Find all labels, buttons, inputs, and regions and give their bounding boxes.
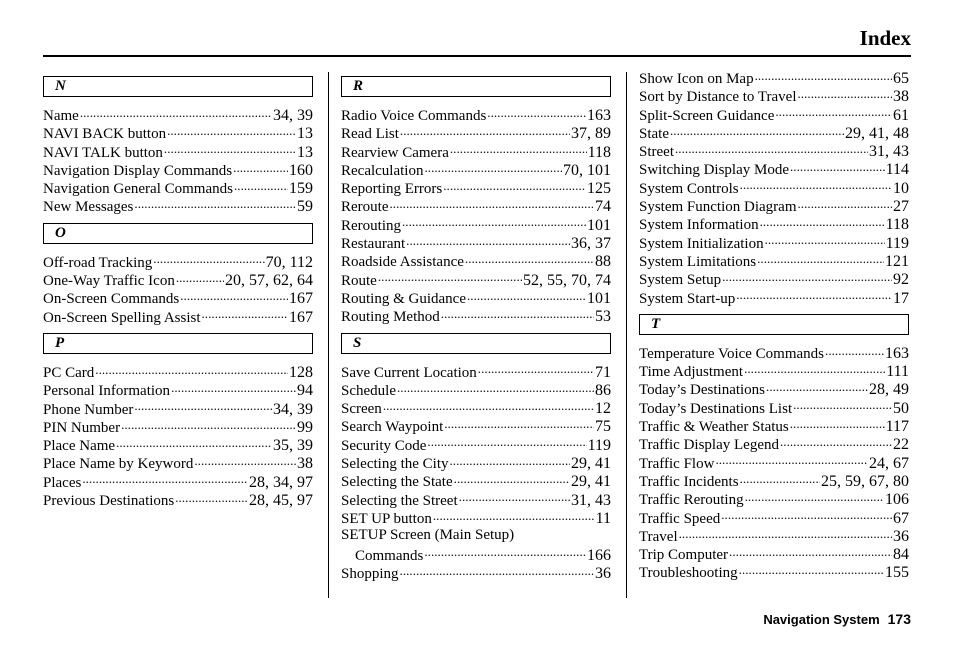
index-entry — [639, 471, 909, 489]
index-entry — [639, 416, 909, 434]
index-term: Roadside Assistance — [341, 254, 464, 271]
dot-leader — [443, 178, 586, 193]
index-page-refs: 17 — [893, 289, 909, 307]
index-page-refs: 34, 39 — [273, 400, 313, 418]
index-term: Sort by Distance to Travel — [639, 89, 797, 106]
index-column-2 — [341, 68, 611, 581]
index-entry — [341, 142, 611, 160]
index-page-refs: 74 — [595, 198, 611, 216]
index-entry — [43, 270, 313, 288]
index-entry-list — [341, 105, 611, 325]
index-entry — [639, 68, 909, 86]
dot-leader — [389, 196, 594, 211]
section-header-n: N — [43, 76, 313, 97]
dot-leader — [740, 471, 820, 486]
index-entry — [639, 123, 909, 141]
index-entry — [639, 269, 909, 287]
dot-leader — [729, 544, 892, 559]
index-page-refs: 10 — [893, 179, 909, 197]
index-page-refs: 20, 57, 62, 64 — [225, 272, 313, 290]
section-header-s: S — [341, 333, 611, 354]
index-page-refs: 34, 39 — [273, 107, 313, 124]
dot-leader — [454, 471, 570, 486]
index-page-refs: 36 — [595, 564, 611, 582]
index-page-refs: 159 — [289, 180, 313, 198]
dot-leader — [679, 526, 892, 541]
index-entry — [639, 562, 909, 580]
index-term: Selecting the Street — [341, 492, 458, 509]
index-term: Reporting Errors — [341, 181, 443, 198]
index-term: Today’s Destinations — [639, 382, 766, 399]
index-entry — [43, 252, 313, 270]
dot-leader — [167, 123, 296, 138]
index-term: System Start-up — [639, 290, 736, 307]
index-term: Traffic Rerouting — [639, 492, 744, 509]
index-entry — [341, 160, 611, 178]
index-entry — [341, 508, 611, 526]
index-entry — [43, 453, 313, 471]
dot-leader — [134, 196, 296, 211]
index-page-refs: 35, 39 — [273, 437, 313, 455]
index-page-refs: 11 — [595, 509, 611, 527]
index-entry — [341, 563, 611, 581]
index-entry — [43, 196, 313, 214]
index-term: Routing & Guidance — [341, 290, 466, 307]
dot-leader — [202, 307, 289, 322]
index-entry — [43, 417, 313, 435]
dot-leader — [775, 105, 892, 120]
dot-leader — [444, 416, 594, 431]
index-column-1 — [43, 68, 313, 508]
index-page-refs: 70, 112 — [265, 253, 313, 271]
index-entry — [341, 526, 611, 544]
index-term: Routing Method — [341, 309, 440, 326]
index-page-refs: 167 — [289, 308, 313, 326]
index-term: Rearview Camera — [341, 144, 449, 161]
column-divider — [328, 72, 329, 598]
dot-leader — [449, 453, 570, 468]
index-term: State — [639, 125, 669, 142]
index-term: Search Waypoint — [341, 419, 444, 436]
index-term: Temperature Voice Commands — [639, 345, 825, 362]
index-term: System Function Diagram — [639, 199, 797, 216]
dot-leader — [739, 562, 884, 577]
dot-leader — [487, 105, 586, 120]
index-entry — [639, 361, 909, 379]
index-page-refs: 101 — [587, 216, 611, 234]
dot-leader — [744, 361, 885, 376]
index-term: Off-road Tracking — [43, 254, 153, 271]
index-page-refs: 101 — [587, 289, 611, 307]
index-entry — [639, 508, 909, 526]
index-page-refs: 155 — [885, 564, 909, 582]
index-entry — [639, 343, 909, 361]
index-page-refs: 12 — [595, 400, 611, 418]
index-entry — [639, 489, 909, 507]
index-page-refs: 29, 41 — [571, 455, 611, 473]
index-entry — [639, 288, 909, 306]
dot-leader — [722, 269, 892, 284]
dot-leader — [233, 160, 288, 175]
dot-leader — [82, 472, 248, 487]
index-page-refs: 75 — [595, 418, 611, 436]
index-term: Security Code — [341, 437, 427, 454]
index-entry — [639, 526, 909, 544]
index-term: Show Icon on Map — [639, 71, 754, 87]
dot-leader — [721, 508, 892, 523]
index-entry — [341, 233, 611, 251]
index-entry — [341, 362, 611, 380]
dot-leader — [383, 398, 594, 413]
index-page-refs: 37, 89 — [571, 125, 611, 143]
index-entry — [43, 362, 313, 380]
index-page-refs: 99 — [297, 418, 313, 436]
dot-leader — [194, 453, 296, 468]
dot-leader — [766, 379, 868, 394]
dot-leader — [427, 435, 586, 450]
index-term: Travel — [639, 528, 678, 545]
index-term: Route — [341, 272, 377, 289]
index-term: NAVI BACK button — [43, 126, 167, 143]
index-page-refs: 61 — [893, 106, 909, 124]
index-term: Street — [639, 144, 674, 161]
dot-leader — [715, 453, 868, 468]
dot-leader — [400, 563, 594, 578]
dot-leader — [740, 178, 892, 193]
index-term: NAVI TALK button — [43, 144, 163, 161]
index-term: Phone Number — [43, 401, 134, 418]
index-entry — [341, 123, 611, 141]
index-term: Radio Voice Commands — [341, 108, 487, 124]
index-page-refs: 106 — [885, 491, 909, 509]
index-page-refs: 163 — [885, 344, 909, 362]
index-page-refs: 117 — [885, 418, 909, 436]
dot-leader — [176, 270, 224, 285]
index-term: SET UP button — [341, 510, 432, 527]
index-term: SETUP Screen (Main Setup) — [341, 527, 515, 544]
index-page-refs: 160 — [289, 161, 313, 179]
section-header-t: T — [639, 314, 909, 335]
dot-leader — [478, 362, 594, 377]
dot-leader — [765, 233, 885, 248]
index-term: Navigation Display Commands — [43, 162, 233, 179]
index-entry-list — [341, 362, 611, 582]
index-page-refs: 50 — [893, 399, 909, 417]
index-page-refs: 118 — [885, 216, 909, 234]
index-term: Trip Computer — [639, 547, 729, 564]
index-term: Selecting the City — [341, 456, 449, 473]
index-page-refs: 65 — [893, 70, 909, 87]
index-page-refs: 121 — [885, 252, 909, 270]
index-term: Screen — [341, 401, 382, 418]
dot-leader — [234, 178, 288, 193]
index-term: Navigation General Commands — [43, 181, 233, 198]
column-divider — [626, 72, 627, 598]
index-entry-list — [43, 252, 313, 325]
index-entry — [341, 398, 611, 416]
index-entry — [341, 545, 611, 563]
dot-leader — [755, 68, 892, 83]
dot-leader — [670, 123, 844, 138]
dot-leader — [424, 545, 586, 560]
index-page-refs: 13 — [297, 125, 313, 143]
index-term: System Information — [639, 217, 759, 234]
dot-leader — [441, 306, 594, 321]
index-term: New Messages — [43, 199, 134, 216]
dot-leader — [134, 399, 272, 414]
index-entry — [341, 453, 611, 471]
index-entry — [639, 159, 909, 177]
index-page-refs: 59 — [297, 198, 313, 216]
index-page-refs: 25, 59, 67, 80 — [821, 472, 909, 490]
dot-leader — [790, 159, 885, 174]
index-entry — [639, 398, 909, 416]
index-page-refs: 22 — [893, 436, 909, 454]
index-entry — [43, 178, 313, 196]
page-number: 173 — [887, 611, 911, 627]
index-term: Name — [43, 108, 79, 124]
index-term: Rerouting — [341, 217, 401, 234]
dot-leader — [760, 214, 885, 229]
dot-leader — [467, 288, 586, 303]
index-page-refs: 119 — [587, 436, 611, 454]
index-entry — [341, 270, 611, 288]
index-page-refs: 38 — [297, 455, 313, 473]
index-page-refs: 27 — [893, 198, 909, 216]
index-page-refs: 31, 43 — [571, 491, 611, 509]
dot-leader — [675, 141, 868, 156]
index-term: System Limitations — [639, 253, 757, 270]
index-term: Today’s Destinations List — [639, 400, 793, 417]
index-page-refs: 163 — [587, 107, 611, 124]
dot-leader — [397, 380, 594, 395]
index-term: Place Name — [43, 438, 116, 455]
index-entry — [639, 178, 909, 196]
index-entry — [341, 288, 611, 306]
index-term: Traffic Incidents — [639, 473, 739, 490]
dot-leader — [757, 251, 884, 266]
index-term: Split-Screen Guidance — [639, 107, 775, 124]
index-term: Shopping — [341, 565, 399, 582]
dot-leader — [465, 251, 594, 266]
index-entry-list — [43, 362, 313, 508]
index-term: Place Name by Keyword — [43, 456, 194, 473]
index-entry — [43, 435, 313, 453]
index-term: Commands — [355, 547, 424, 564]
index-page-refs: 167 — [289, 290, 313, 308]
index-term: PC Card — [43, 364, 95, 381]
index-page-refs: 67 — [893, 509, 909, 527]
index-entry — [341, 196, 611, 214]
index-term: Reroute — [341, 199, 389, 216]
index-page-refs: 53 — [595, 308, 611, 326]
index-entry — [341, 471, 611, 489]
index-page-refs: 86 — [595, 381, 611, 399]
index-page-refs: 88 — [595, 253, 611, 271]
dot-leader — [402, 215, 586, 230]
index-page-refs: 92 — [893, 271, 909, 289]
index-page-refs: 94 — [297, 382, 313, 400]
index-page-refs: 29, 41, 48 — [845, 124, 909, 142]
section-header-p: P — [43, 333, 313, 354]
dot-leader — [424, 160, 562, 175]
index-term: On-Screen Spelling Assist — [43, 309, 201, 326]
index-term: Traffic Display Legend — [639, 437, 779, 454]
index-term: Save Current Location — [341, 364, 477, 381]
title-rule — [43, 55, 911, 57]
index-entry-list — [639, 343, 909, 581]
index-page-refs: 38 — [893, 88, 909, 106]
index-entry — [639, 141, 909, 159]
page-footer — [763, 610, 911, 629]
page-title: Index — [859, 26, 911, 50]
index-entry — [639, 214, 909, 232]
index-page-refs: 70, 101 — [563, 161, 611, 179]
dot-leader — [175, 490, 248, 505]
dot-leader — [406, 233, 570, 248]
index-entry — [43, 307, 313, 325]
index-page-refs: 28, 34, 97 — [249, 473, 313, 491]
dot-leader — [116, 435, 272, 450]
dot-leader — [95, 362, 288, 377]
index-page-refs: 24, 67 — [869, 454, 909, 472]
dot-leader — [153, 252, 264, 267]
index-entry — [43, 380, 313, 398]
index-entry — [43, 160, 313, 178]
index-entry — [341, 416, 611, 434]
index-entry — [43, 399, 313, 417]
index-page-refs: 13 — [297, 143, 313, 161]
index-term: On-Screen Commands — [43, 291, 180, 308]
index-page-refs: 84 — [893, 546, 909, 564]
footer-label: Navigation System — [763, 612, 880, 627]
index-entry-list — [639, 68, 909, 306]
section-header-o: O — [43, 223, 313, 244]
index-page-refs: 71 — [595, 363, 611, 381]
dot-leader — [825, 343, 884, 358]
index-entry — [341, 306, 611, 324]
index-entry — [43, 123, 313, 141]
index-term: Traffic Flow — [639, 455, 715, 472]
index-page-refs: 119 — [885, 234, 909, 252]
index-term: Traffic Speed — [639, 510, 721, 527]
dot-leader — [780, 434, 892, 449]
index-entry — [639, 453, 909, 471]
index-page-refs: 29, 41 — [571, 473, 611, 491]
index-term: PIN Number — [43, 419, 121, 436]
index-term: Selecting the State — [341, 474, 453, 491]
dot-leader — [798, 86, 893, 101]
index-page-refs: 166 — [587, 546, 611, 564]
index-page-refs: 52, 55, 70, 74 — [523, 271, 611, 289]
index-entry — [43, 288, 313, 306]
dot-leader — [745, 489, 884, 504]
index-entry — [43, 142, 313, 160]
section-header-r: R — [341, 76, 611, 97]
dot-leader — [798, 196, 893, 211]
index-page-refs: 28, 49 — [869, 381, 909, 399]
index-entry — [341, 178, 611, 196]
index-term: Personal Information — [43, 383, 171, 400]
index-entry — [43, 490, 313, 508]
index-page-refs: 31, 43 — [869, 143, 909, 161]
index-entry-list — [43, 105, 313, 215]
index-entry — [43, 472, 313, 490]
index-entry — [639, 86, 909, 104]
dot-leader — [790, 416, 885, 431]
index-term: Switching Display Mode — [639, 162, 789, 179]
index-page-refs: 111 — [886, 363, 909, 381]
dot-leader — [459, 490, 570, 505]
index-term: Schedule — [341, 382, 396, 399]
index-term: Places — [43, 474, 82, 491]
index-page-refs: 128 — [289, 363, 313, 381]
index-term: Time Adjustment — [639, 364, 744, 381]
dot-leader — [433, 508, 595, 523]
dot-leader — [378, 270, 522, 285]
index-term: Recalculation — [341, 162, 424, 179]
dot-leader — [180, 288, 288, 303]
index-page-refs: 114 — [885, 161, 909, 179]
index-entry — [43, 105, 313, 123]
index-term: Traffic & Weather Status — [639, 419, 789, 436]
index-term: Read List — [341, 126, 399, 143]
index-page-refs: 118 — [587, 143, 611, 161]
dot-leader — [736, 288, 892, 303]
dot-leader — [793, 398, 892, 413]
index-entry — [341, 251, 611, 269]
index-term: Troubleshooting — [639, 565, 738, 582]
index-term: System Initialization — [639, 235, 764, 252]
index-entry — [639, 105, 909, 123]
dot-leader — [164, 142, 296, 157]
index-entry — [341, 215, 611, 233]
index-entry — [341, 380, 611, 398]
index-entry — [341, 490, 611, 508]
index-term: System Setup — [639, 272, 722, 289]
index-term: Restaurant — [341, 236, 406, 253]
index-entry — [639, 233, 909, 251]
index-entry — [639, 379, 909, 397]
dot-leader — [80, 105, 272, 120]
dot-leader — [171, 380, 296, 395]
dot-leader — [121, 417, 296, 432]
index-page-refs: 36, 37 — [571, 235, 611, 253]
dot-leader — [450, 142, 587, 157]
index-term: Previous Destinations — [43, 493, 175, 510]
index-entry — [639, 544, 909, 562]
index-entry — [639, 434, 909, 452]
index-term: One-Way Traffic Icon — [43, 273, 175, 290]
index-page-refs: 28, 45, 97 — [249, 492, 313, 510]
index-entry — [639, 251, 909, 269]
index-page-refs: 36 — [893, 527, 909, 545]
index-page-refs: 125 — [587, 180, 611, 198]
index-column-3 — [639, 68, 909, 581]
index-entry — [639, 196, 909, 214]
index-entry — [341, 435, 611, 453]
dot-leader — [400, 123, 570, 138]
index-term: System Controls — [639, 180, 739, 197]
index-entry — [341, 105, 611, 123]
